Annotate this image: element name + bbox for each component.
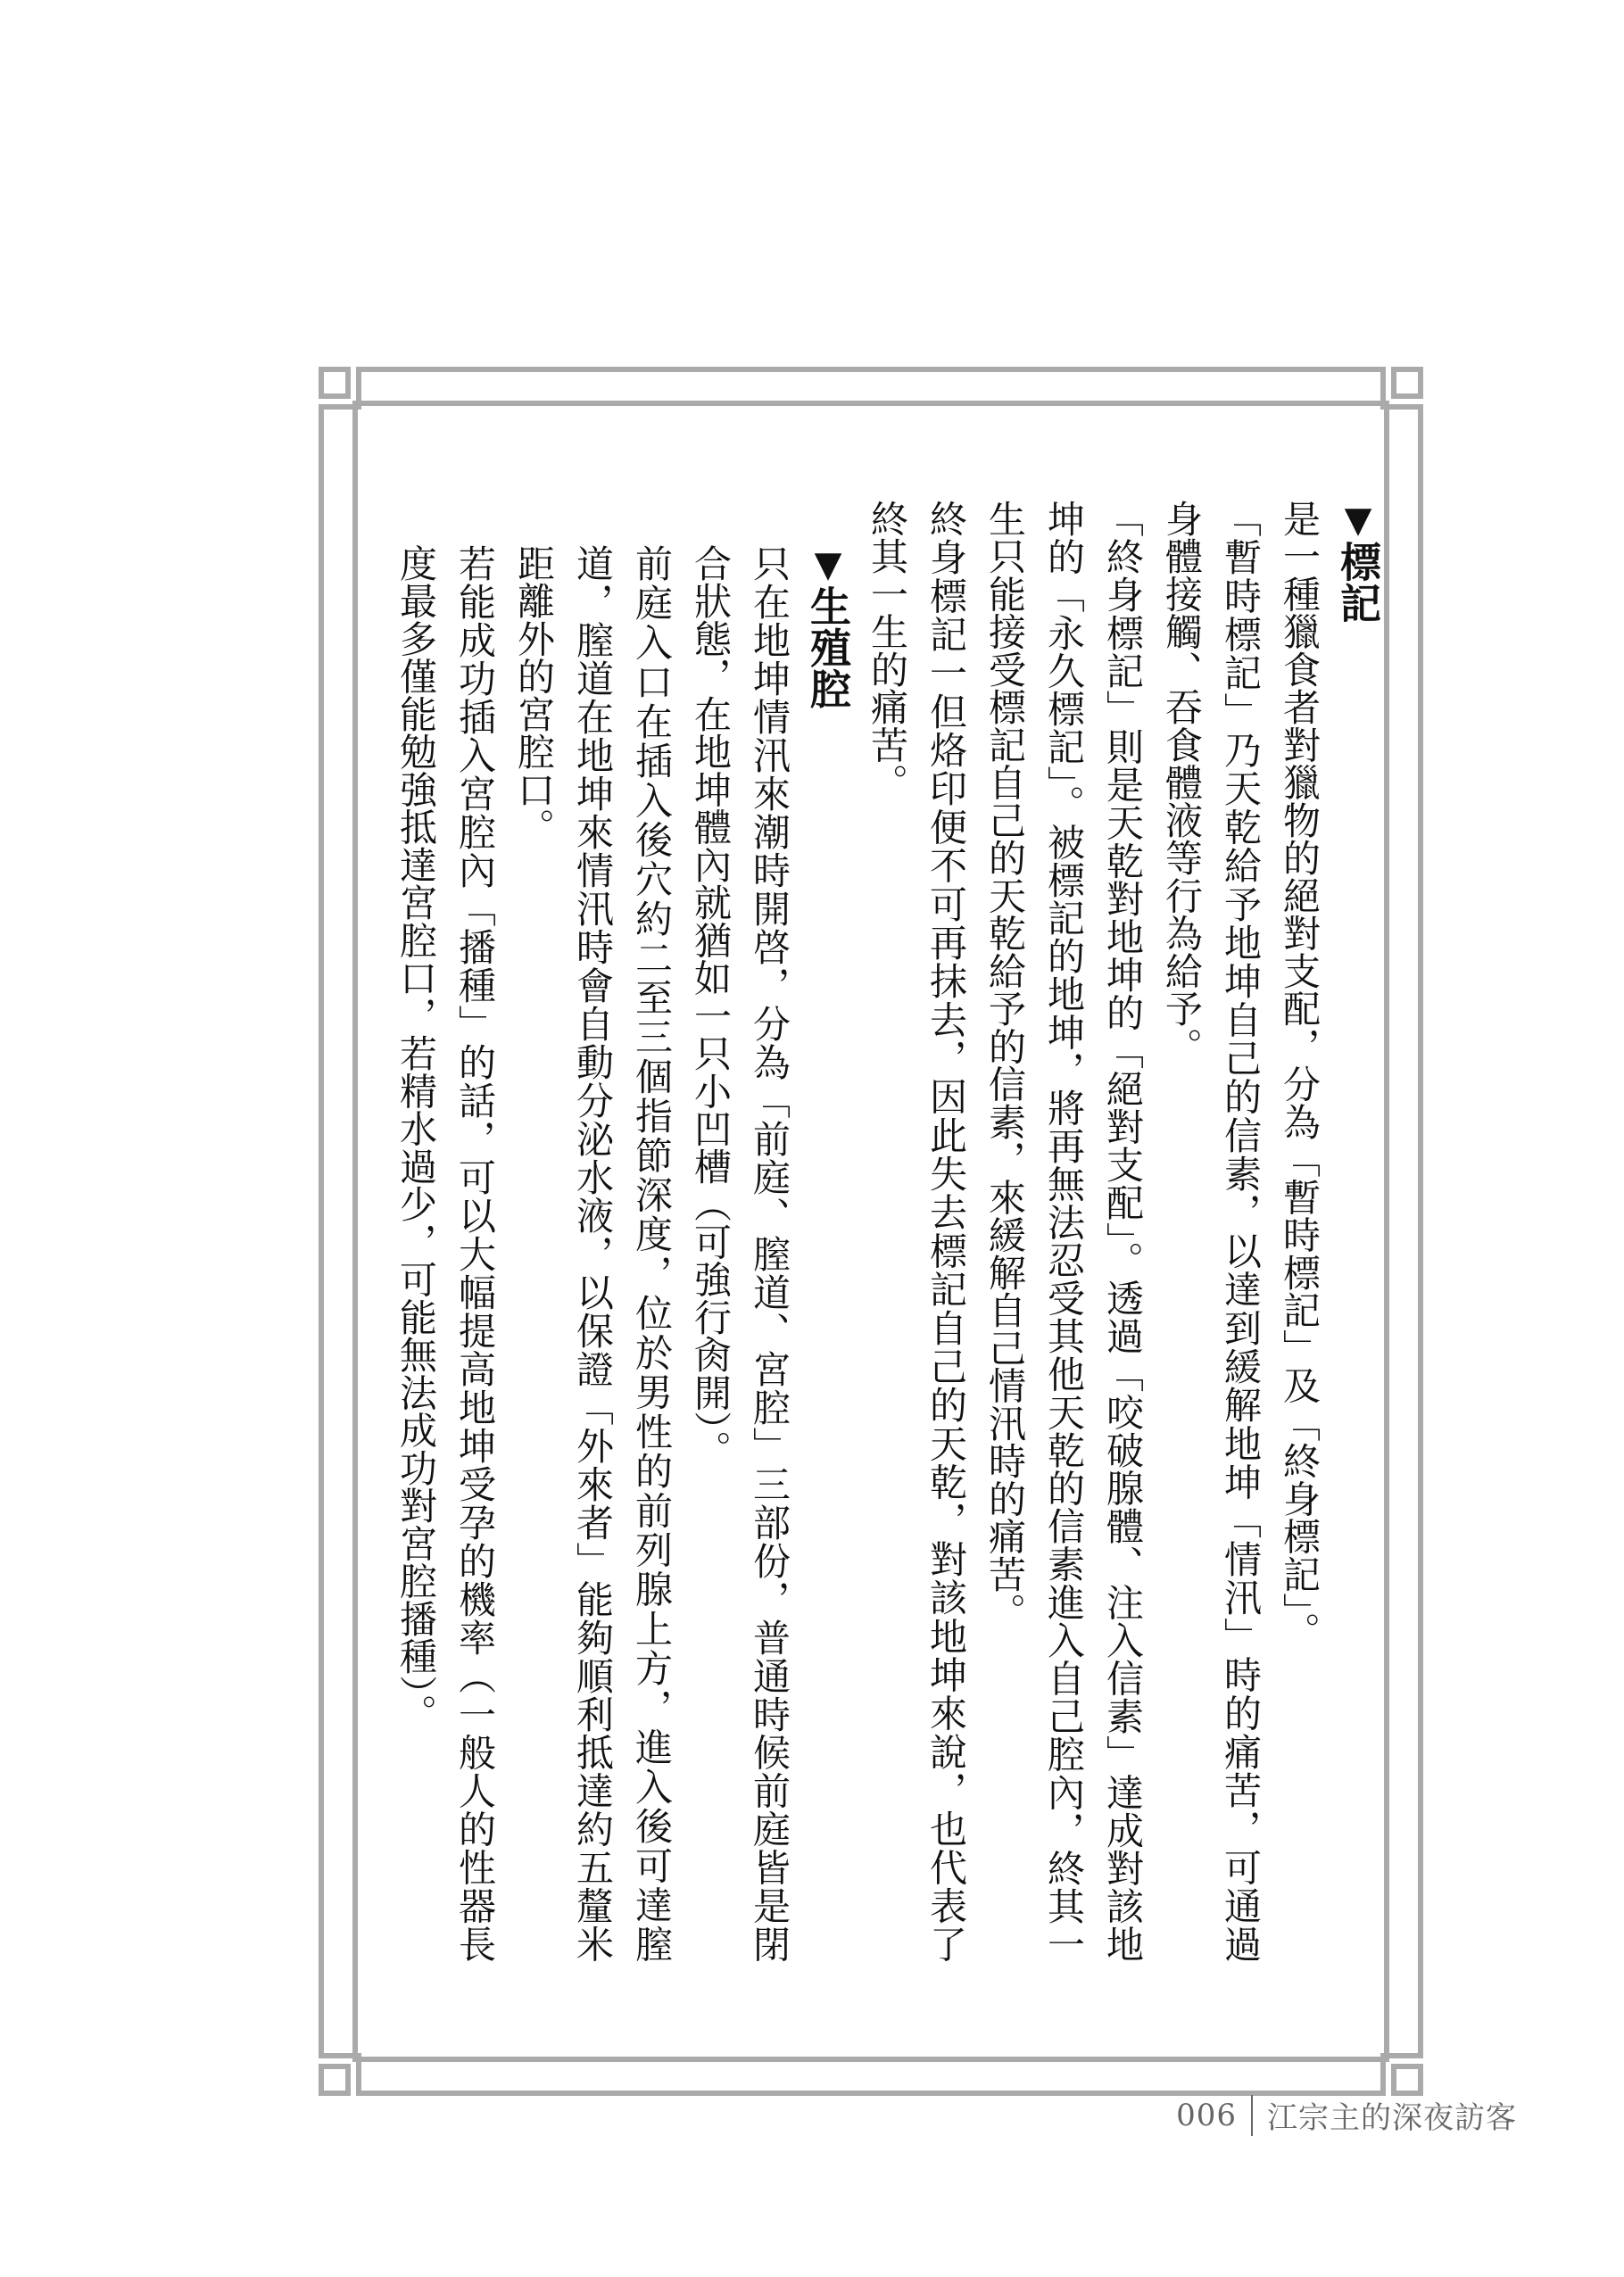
triangle-marker-icon: ▼	[808, 544, 849, 586]
paragraph: 前庭入口在插入後穴約二至三個指節深度，位於男性的前列腺上方，進入後可達膣道，膣道在地坤來情汛時會自動分泌水液，以保證「外來者」能夠順利抵達約五釐米距離外的宮腔口。	[512, 544, 674, 1963]
paragraph: 是一種獵食者對獵物的絕對支配，分為「暫時標記」及「終身標記」。	[1278, 500, 1322, 1650]
page-footer	[1176, 2093, 1517, 2137]
footer-divider	[1251, 2095, 1253, 2136]
triangle-marker-icon: ▼	[1338, 500, 1379, 542]
section-marking	[858, 500, 1388, 1963]
paragraph: 「暫時標記」乃天乾給予地坤自己的信素，以達到緩解地坤「情汛」時的痛苦，可通過身體接觸、吞食體液等行為給予。	[1160, 500, 1263, 1963]
paragraph: 「終身標記」則是天乾對地坤的「絕對支配」。透過「咬破腺體、注入信素」達成對該地坤的「永久標記」。被標記的地坤，將再無法忍受其他天乾的信素進入自己腔內，終其一生只能接受標記自己的天乾給予的信素，來緩解自己情汛時的痛苦。	[983, 500, 1145, 1963]
section-title: 標記	[1334, 541, 1382, 624]
paragraph: 終身標記一但烙印便不可再抹去，因此失去標記自己的天乾，對該地坤來說，也代表了終其一生的痛苦。	[866, 500, 968, 1963]
section-heading-marking	[1329, 500, 1388, 1963]
section-title: 生殖腔	[804, 585, 852, 709]
section-heading-reproductive-cavity	[799, 544, 858, 1963]
paragraph: 只在地坤情汛來潮時開啓，分為「前庭、膣道、宮腔」三部份，普通時候前庭皆是閉合狀態，在地坤體內就猶如一只小凹槽（可強行肏開）。	[689, 544, 791, 1963]
page-number: 006	[1176, 2097, 1237, 2133]
section-reproductive-cavity	[386, 544, 858, 1963]
paragraph: 若能成功插入宮腔內「播種」的話，可以大幅提高地坤受孕的機率（一般人的性器長度最多僅能勉強抵達宮腔口，若精水過少，可能無法成功對宮腔播種）。	[394, 544, 497, 1963]
book-title: 江宗主的深夜訪客	[1267, 2100, 1517, 2136]
page-body	[357, 500, 1388, 1963]
